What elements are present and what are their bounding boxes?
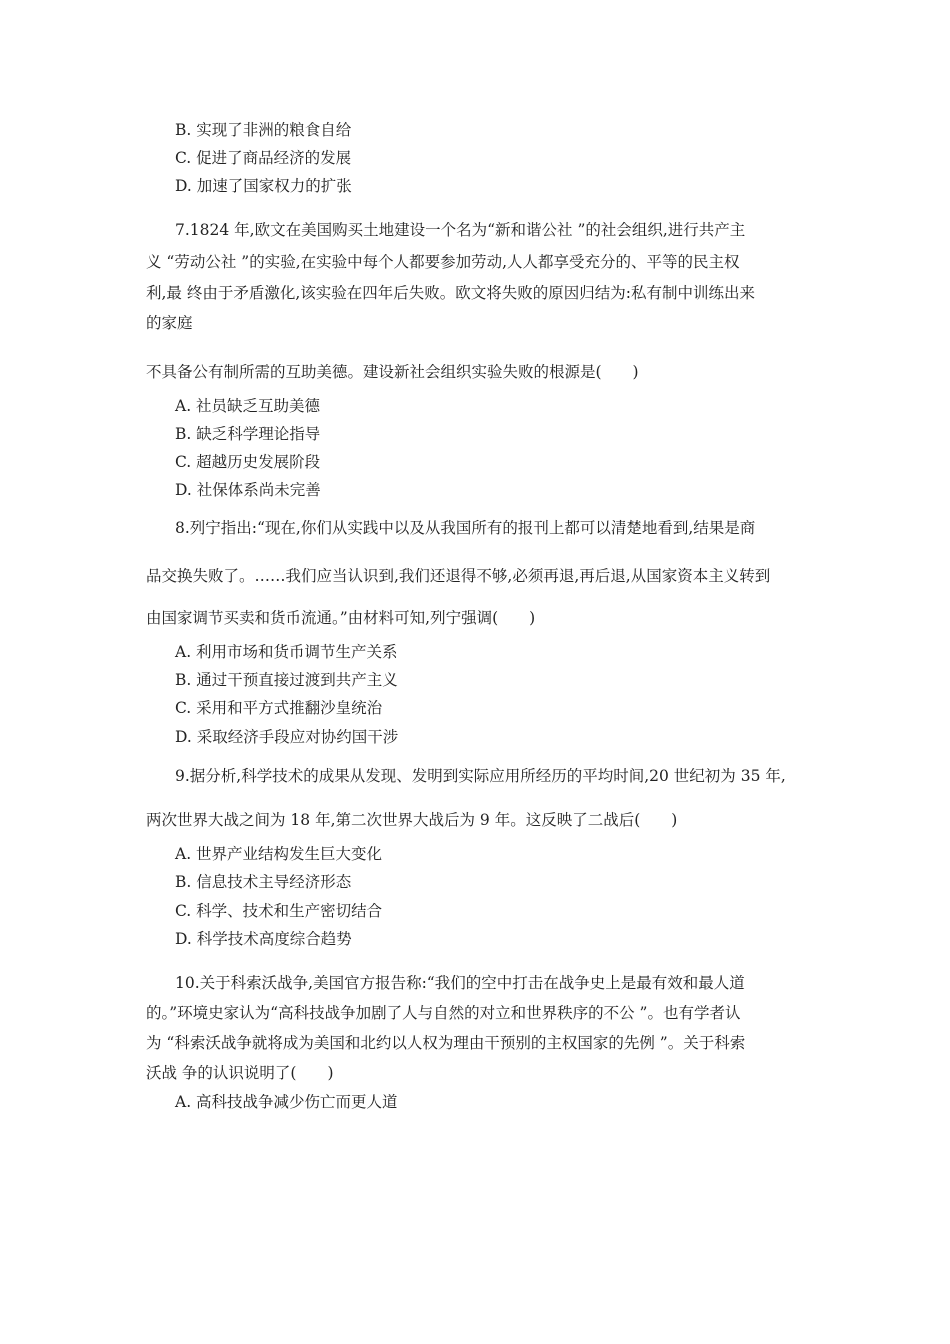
q9-option-c: C. 科学、技术和生产密切结合 xyxy=(175,902,383,920)
q7-option-a: A. 社员缺乏互助美德 xyxy=(175,397,321,415)
q8-option-a: A. 利用市场和货币调节生产关系 xyxy=(175,643,398,661)
q8-option-b: B. 通过干预直接过渡到共产主义 xyxy=(175,671,398,689)
q10-stem-line-4: 沃战 争的认识说明了( ) xyxy=(146,1064,334,1082)
q7-stem-line-4: 的家庭 xyxy=(146,314,193,332)
q7-stem-line-3: 利,最 终由于矛盾激化,该实验在四年后失败。欧文将失败的原因归结为:私有制中训练出来 xyxy=(146,284,756,302)
q10-stem-line-2: 的。”环境史家认为“高科技战争加剧了人与自然的对立和世界秩序的不公 ”。也有学者认 xyxy=(146,1004,741,1022)
q7-option-b: B. 缺乏科学理论指导 xyxy=(175,425,321,443)
q9-stem-line-2: 两次世界大战之间为 18 年,第二次世界大战后为 9 年。这反映了二战后( ) xyxy=(146,811,678,829)
q7-stem-line-5: 不具备公有制所需的互助美德。建设新社会组织实验失败的根源是( ) xyxy=(146,363,639,381)
q8-stem-line-1: 8.列宁指出:“现在,你们从实践中以及从我国所有的报刊上都可以清楚地看到,结果是商 xyxy=(175,519,756,537)
q6-option-d: D. 加速了国家权力的扩张 xyxy=(175,177,352,195)
q7-option-d: D. 社保体系尚未完善 xyxy=(175,481,321,499)
q10-option-a: A. 高科技战争减少伤亡而更人道 xyxy=(175,1093,398,1111)
q7-option-c: C. 超越历史发展阶段 xyxy=(175,453,321,471)
q8-option-c: C. 采用和平方式推翻沙皇统治 xyxy=(175,699,383,717)
q8-stem-line-3: 由国家调节买卖和货币流通。”由材料可知,列宁强调( ) xyxy=(146,609,536,627)
q10-stem-line-3: 为 “科索沃战争就将成为美国和北约以人权为理由干预别的主权国家的先例 ”。关于科索 xyxy=(146,1034,746,1052)
q7-stem-line-1: 7.1824 年,欧文在美国购买土地建设一个名为“新和谐公社 ”的社会组织,进行共产主 xyxy=(175,221,746,239)
q9-option-a: A. 世界产业结构发生巨大变化 xyxy=(175,845,383,863)
q6-option-c: C. 促进了商品经济的发展 xyxy=(175,149,352,167)
q8-option-d: D. 采取经济手段应对协约国干涉 xyxy=(175,728,399,746)
q7-stem-line-2: 义 “劳动公社 ”的实验,在实验中每个人都要参加劳动,人人都享受充分的、平等的民主权 xyxy=(146,253,740,271)
q8-stem-line-2: 品交换失败了。……我们应当认识到,我们还退得不够,必须再退,再后退,从国家资本主义转到 xyxy=(146,567,771,585)
q9-option-d: D. 科学技术高度综合趋势 xyxy=(175,930,352,948)
q9-option-b: B. 信息技术主导经济形态 xyxy=(175,873,352,891)
q9-stem-line-1: 9.据分析,科学技术的成果从发现、发明到实际应用所经历的平均时间,20 世纪初为 35 年, xyxy=(175,767,786,785)
q10-stem-line-1: 10.关于科索沃战争,美国官方报告称:“我们的空中打击在战争史上是最有效和最人道 xyxy=(175,974,745,992)
q6-option-b: B. 实现了非洲的粮食自给 xyxy=(175,121,352,139)
